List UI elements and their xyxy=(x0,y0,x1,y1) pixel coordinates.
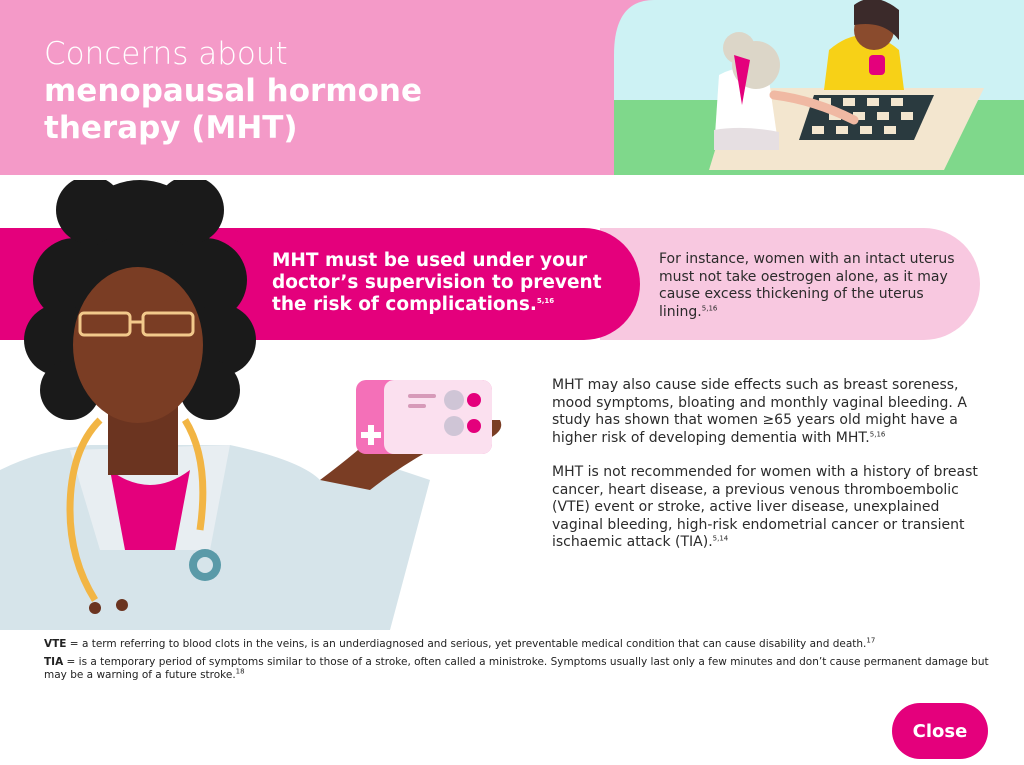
page-title xyxy=(44,36,422,147)
footnote-vte-text: = a term referring to blood clots in the veins, is an underdiagnosed and serious, yet preventable medical condition that can cause disability and death. xyxy=(66,638,867,650)
supervision-statement xyxy=(272,250,622,316)
side-effects-ref: 5,16 xyxy=(869,429,886,438)
footnotes xyxy=(44,638,994,687)
footnote-tia-term: TIA xyxy=(44,656,64,668)
supervision-text: MHT must be used under your doctor’s supervision to prevent the risk of complications. xyxy=(272,250,602,315)
title-line-1: Concerns about xyxy=(44,36,288,72)
doctor-illustration-icon xyxy=(0,180,560,630)
footnote-tia xyxy=(44,656,994,682)
contraindications-text: MHT is not recommended for women with a history of breast cancer, heart disease, a previous venous thromboembolic (VTE) event or stroke, active liver disease, unexplained vaginal bleeding, high-risk endometrial cancer or transient ischaemic attack (TIA). xyxy=(552,464,978,550)
oestrogen-note-ref: 5,16 xyxy=(701,303,718,312)
oestrogen-note-text: For instance, women with an intact uterus must not take oestrogen alone, as it may cause excess thickening of the uterus lining. xyxy=(659,251,955,320)
footnote-tia-text: = is a temporary period of symptoms similar to those of a stroke, often called a ministroke. Symptoms usually last only a few minutes and don’t cause permanent damage but may be a warning of a future stroke. xyxy=(44,656,989,681)
side-effects-paragraph xyxy=(552,377,992,447)
footnote-vte xyxy=(44,638,994,651)
footnote-tia-ref: 18 xyxy=(235,667,245,676)
footnote-vte-ref: 17 xyxy=(866,636,876,645)
contraindications-ref: 5,14 xyxy=(712,534,729,543)
contraindications-paragraph xyxy=(552,464,992,552)
title-line-2: menopausal hormone xyxy=(44,73,423,109)
close-button[interactable]: Close xyxy=(892,703,988,759)
supervision-ref: 5,16 xyxy=(536,296,555,305)
header-banner xyxy=(0,0,1024,175)
footnote-vte-term: VTE xyxy=(44,638,67,650)
title-line-3: therapy (MHT) xyxy=(44,110,298,146)
chess-players-illustration-icon xyxy=(614,0,1024,175)
side-effects-text: MHT may also cause side effects such as breast soreness, mood symptoms, bloating and monthly vaginal bleeding. A study has shown that women ≥65 years old might have a higher risk of developing dementia with MHT. xyxy=(552,377,967,446)
oestrogen-note xyxy=(659,251,959,321)
